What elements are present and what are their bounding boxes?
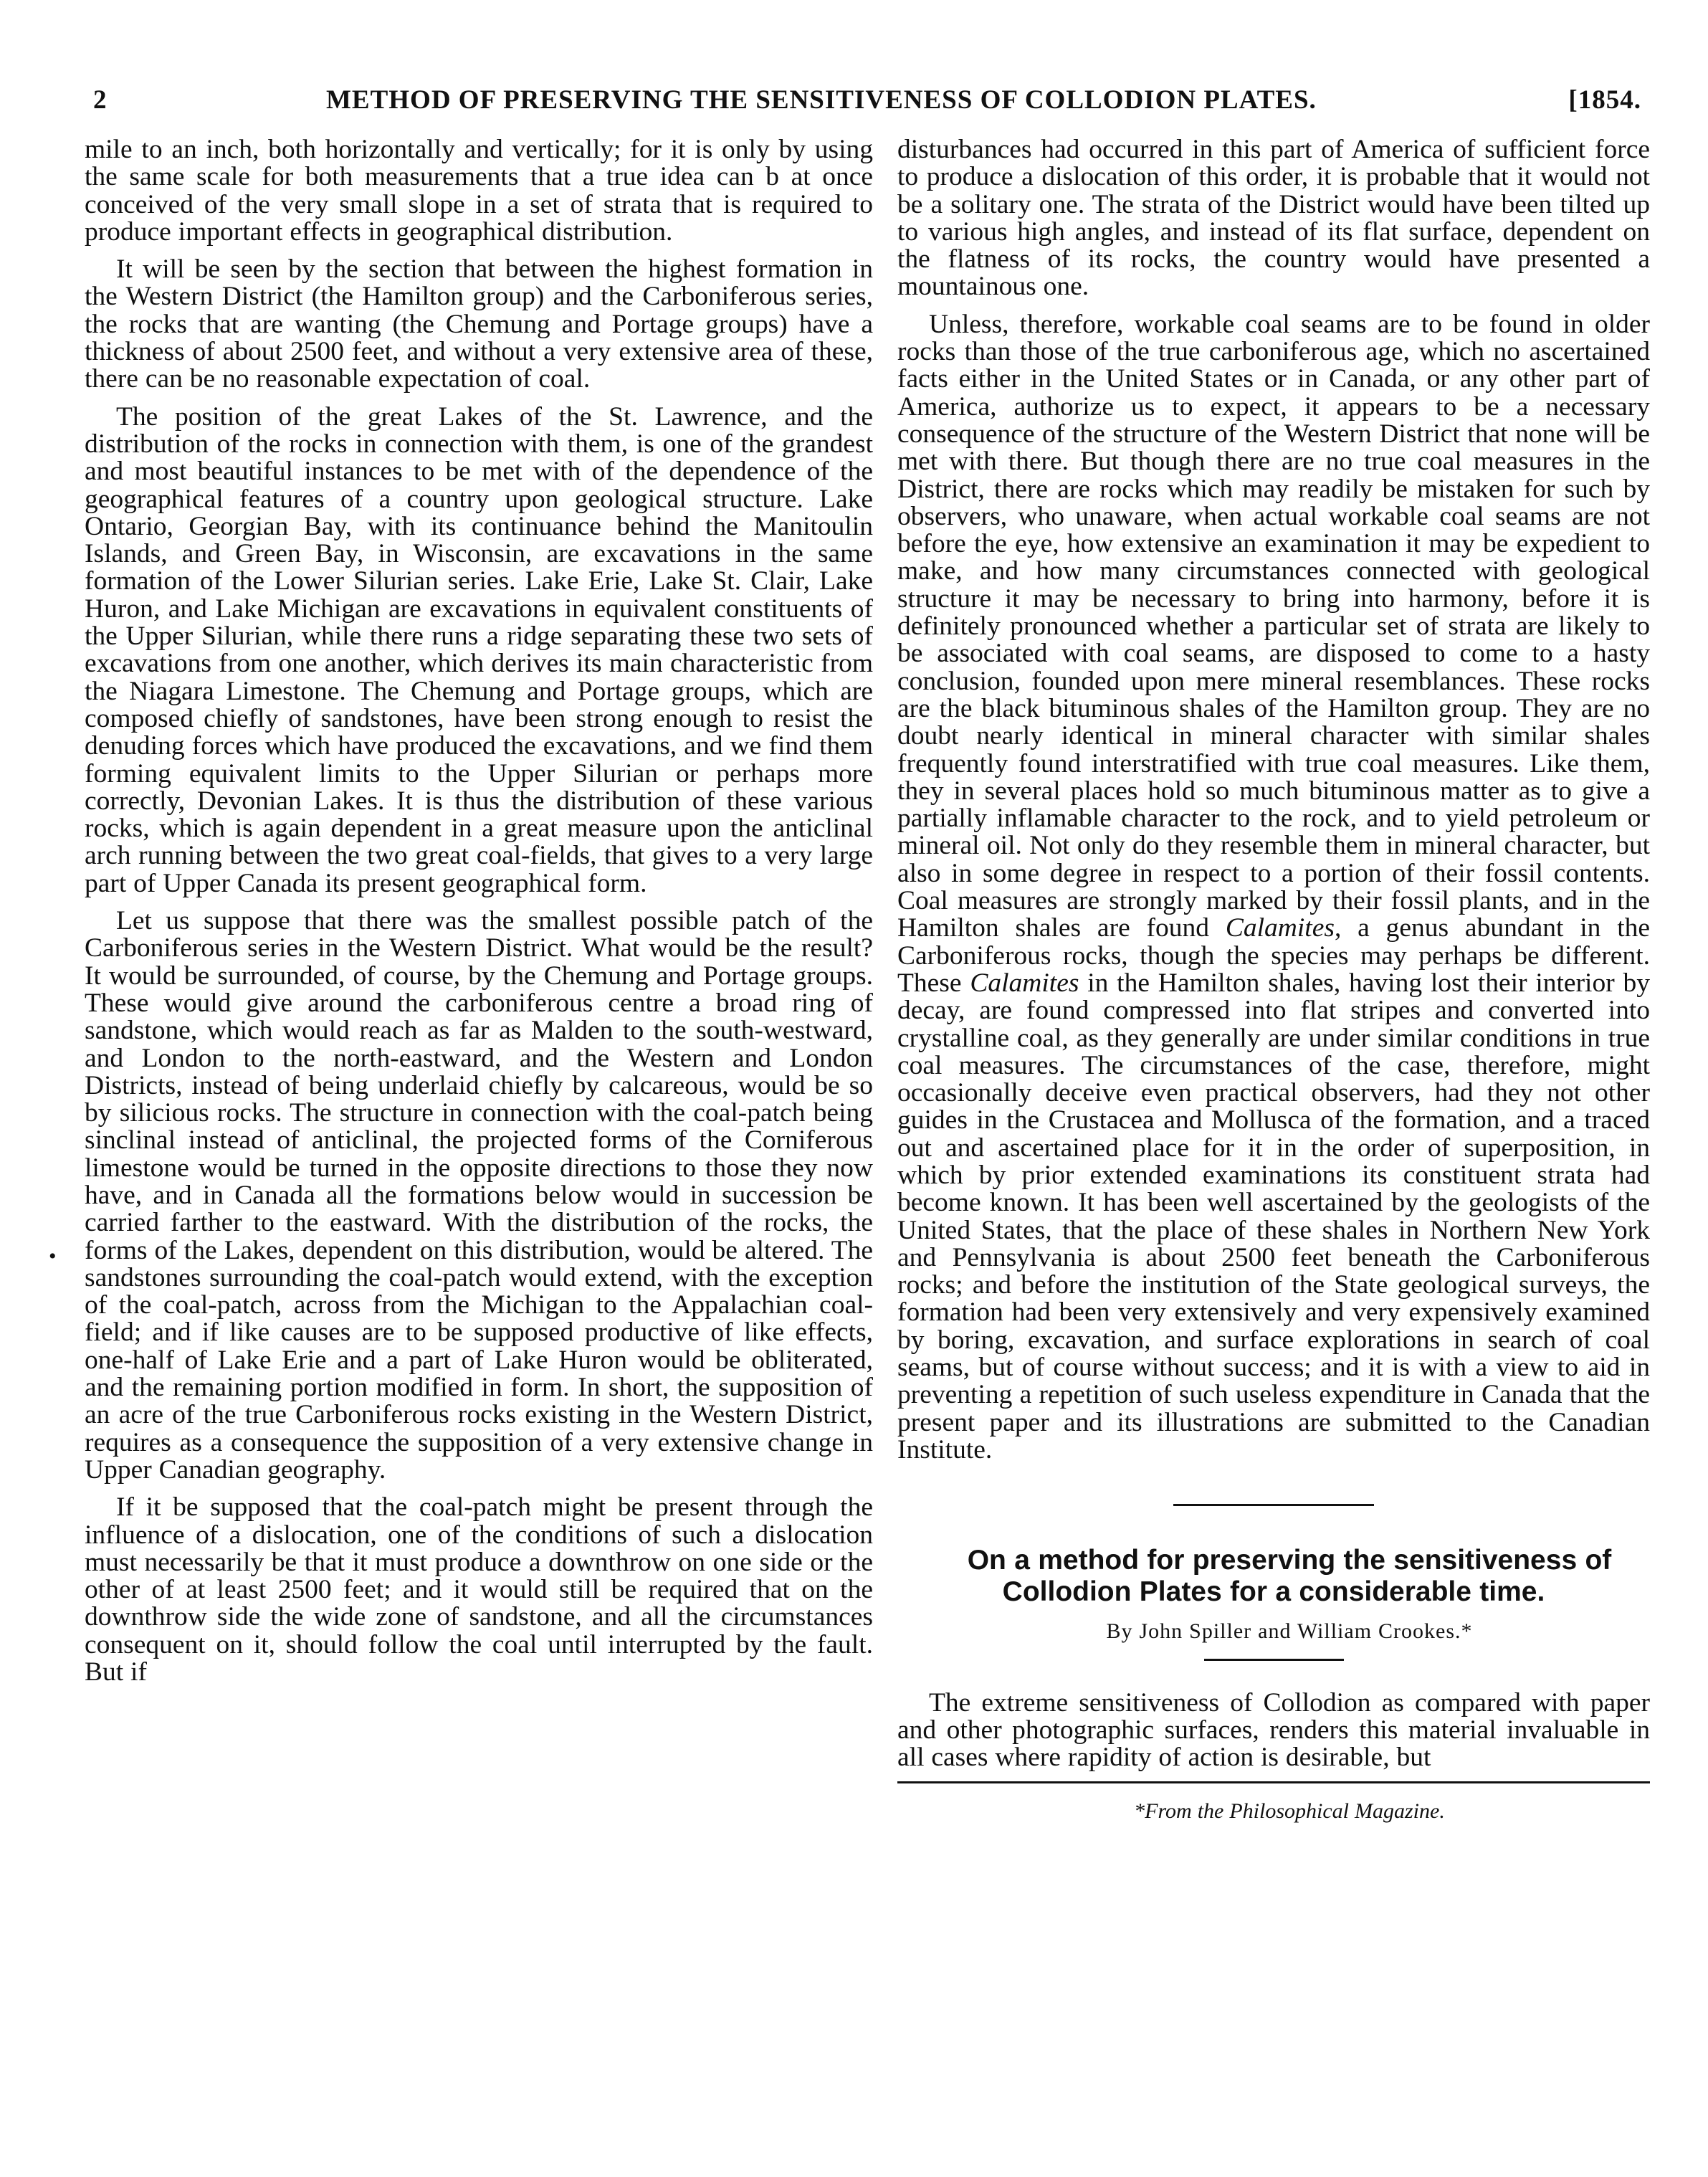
running-title: METHOD OF PRESERVING THE SENSITIVENESS OF COLLODION PLATES. [326,85,1317,115]
paragraph: disturbances had occurred in this part of America of sufficient force to produce a dislocation of this order, it is probable that it would not be a solitary one. The strata of the District would have been tilted up to various high angles, and instead of its flat surface, dependent on the flatness of its rocks, the country would have presented a mountainous one. [897,135,1650,302]
text-run: Unless, therefore, workable coal seams are to be found in older rocks than those of the true carboniferous age, which no ascertained facts either in the United States or in Canada, or any other part of America, authorize us to expect, it appears to be a necessary consequence of the structure of the Western District that none will be met with there. But though there are no true coal measures in the District, there are rocks which may readily be mistaken for such by observers, who unaware, when actual workable coal seams are not before the eye, how extensive an examination it may be expedient to make, and how many circumstances connected with geological structure it may be necessary to bring into harmony, before it is definitely pronounced whether a particular set of strata are likely to be associated with coal seams, are disposed to come to a hasty conclusion, founded upon mere mineral resemblances. These rocks are the black bituminous shales of the Hamilton group. They are no doubt nearly identical in mineral character with similar shales frequently found interstratified with true coal measures. Like them, they in several places hold so much bituminous matter as to give a partially inflamable character to the rock, and to yield petroleum or mineral oil. Not only do they resemble them in mineral character, but also in some degree in respect to a portion of their fossil contents. Coal measures are strongly marked by their fossil plants, and in the Hamilton shales are found [897,309,1650,943]
paragraph: The extreme sensitiveness of Collodion as compared with paper and other photographic surfaces, renders this material invaluable in all cases where rapidity of action is desirable, but [897,1687,1650,1773]
footnote: *From the Philosophical Magazine. [1134,1799,1445,1824]
margin-mark: • [49,1244,57,1268]
text-run: , a genus abundant in the Carboniferous rocks, though the species may perhaps be different. These [897,913,1651,998]
genus-name: Calamites [1225,913,1335,943]
paragraph: The position of the great Lakes of the St. Lawrence, and the distribution of the rocks in connection with them, is one of the grandest and most beautiful instances to be met with of the dependence of the geographical features of a country upon geological structure. Lake Ontario, Georgian Bay, with its continuance behind the Manitoulin Islands, and Green Bay, in Wisconsin, are excavations in the same formation of the Lower Silurian series. Lake Erie, Lake St. Clair, Lake Huron, and Lake Michigan are excavations in equivalent constituents of the Upper Silurian, while there runs a ridge separating these two sets of excavations from one another, which derives its main characteristic from the Niagara Limestone. The Chemung and Portage groups, which are composed chiefly of sandstones, have been strong enough to resist the denuding forces which have produced the excavations, and we find them forming equivalent limits to the Upper Silurian or perhaps more correctly, Devonian Lakes. It is thus the distribution of these various rocks, which is again dependent in a great measure upon the anticlinal arch running between the two great coal-fields, that gives to a very large part of Upper Canada its present geographical form. [85,401,873,898]
byline-divider [1204,1659,1344,1661]
left-column [85,136,873,1696]
paragraph: If it be supposed that the coal-patch might be present through the influence of a dislocation, one of the conditions of such a dislocation must necessarily be that it must produce a downthrow on one side or the other of at least 2500 feet; and it would still be required that on the downthrow side the wide zone of sandstone, and all the circumstances consequent on it, should follow the coal until interrupted by the fault. But if [85,1492,873,1687]
section-divider [1173,1504,1374,1506]
paragraph: It will be seen by the section that between the highest formation in the Western District (the Hamilton group) and the Carboniferous series, the rocks that are wanting (the Chemung and Portage groups) have a thickness of about 2500 feet, and without a very extensive area of these, there can be no reasonable expectation of coal. [85,254,873,394]
text-run: in the Hamilton shales, having lost their interior by decay, are found compressed into flat stripes and converted into crystalline coal, as they generally are under similar conditions in true coal measures. The circumstances of the case, therefore, might occasionally deceive even practical observers, had they not other guides in the Crustacea and Mollusca of the formation, and a traced out and ascertained place for it in the order of superposition, in which by prior extended examinations its constituent strata had become known. It has been well ascertained by the geologists of the United States, that the place of these shales in Northern New York and Pennsylvania is about 2500 feet beneath the Carboniferous rocks; and before the institution of the State geological surveys, the formation had been very extensively and very expensively examined by boring, excavation, and surface explorations in search of coal seams, but of course without success; and it is with a view to aid in preventing a repetition of such useless expenditure in Canada that the present paper and its illustrations are submitted to the Canadian Institute. [897,968,1651,1464]
running-header [93,85,1641,128]
article-byline: By John Spiller and William Crookes.* [1106,1619,1473,1644]
paragraph: mile to an inch, both horizontally and vertically; for it is only by using the same scale for both measurements that a true idea can b at once conceived of the very small slope in a set of strata that is required to produce important effects in geographical distribution. [85,135,873,247]
article-title: On a method for preserving the sensitiveness of Collodion Plates for a considerable time. [967,1545,1612,1608]
genus-name: Calamites [970,968,1079,998]
paragraph [897,311,1650,1464]
header-year: [1854. [1568,85,1641,115]
right-column [897,136,1650,1836]
page-number: 2 [93,85,108,115]
paragraph: Let us suppose that there was the smallest possible patch of the Carboniferous series in the Western District. What would be the result? It would be surrounded, of course, by the Chemung and Portage groups. These would give around the carboniferous centre a broad ring of sandstone, which would reach as far as Malden to the south-westward, and London to the north-eastward, and the Western and London Districts, instead of being underlaid chiefly by calcareous, would be so by silicious rocks. The structure in connection with the coal-patch being sinclinal instead of anticlinal, the projected forms of the Corniferous limestone would be turned in the opposite directions to those they now have, and in Canada all the formations below would in succession be carried farther to the eastward. With the distribution of the rocks, the forms of the Lakes, dependent on this distribution, would be altered. The sandstones surrounding the coal-patch would extend, with the exception of the coal-patch, across from the Michigan to the Appalachian coal-field; and if like causes are to be supposed productive of like effects, one-half of Lake Erie and a part of Lake Huron would be obliterated, and the remaining portion modified in form. In short, the supposition of an acre of the true Carboniferous rocks existing in the Western District, requires as a consequence the supposition of a very extensive change in Upper Canadian geography. [85,906,873,1485]
footnote-rule [897,1781,1650,1783]
